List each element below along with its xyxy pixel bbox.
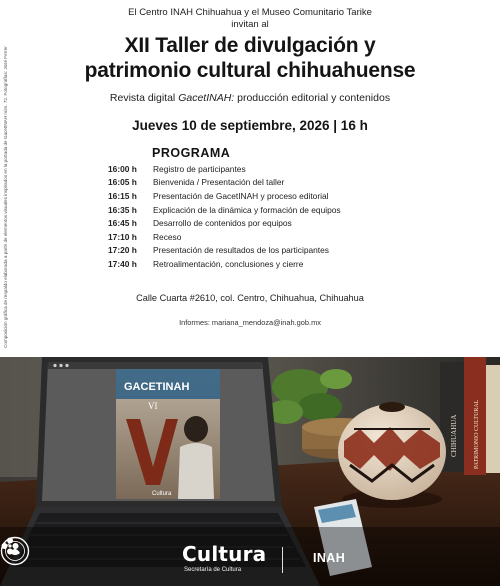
cultura-logo-text: Cultura	[182, 542, 267, 566]
side-credit-text: Composición gráfica de respaldo elaborada a partir de elementos visuales inspirados en la portada de GacetINAH núm. 72. Fotografías: José Ferrer	[3, 46, 8, 348]
schedule-row	[108, 162, 408, 176]
schedule-time: 16:35 h	[108, 204, 137, 215]
schedule-time: 16:05 h	[108, 177, 137, 188]
cultura-subtitle: Secretaría de Cultura	[184, 567, 242, 573]
books-stack	[440, 357, 500, 475]
subtitle-italic: GacetINAH:	[178, 92, 235, 104]
invitation-text	[0, 7, 500, 30]
schedule-row	[108, 203, 408, 217]
schedule-time: 17:10 h	[108, 231, 137, 242]
subtitle-prefix: Revista digital	[109, 92, 179, 104]
invite-line-1: El Centro INAH Chihuahua y el Museo Comunitario Tarike	[128, 7, 372, 18]
inah-logo-text: INAH	[313, 551, 346, 565]
contact-info: Informes: mariana_mendoza@inah.gob.mx	[179, 318, 321, 327]
schedule-activity: Presentación de GacetINAH y proceso editorial	[153, 190, 329, 201]
schedule-time: 17:40 h	[108, 258, 137, 269]
schedule-activity: Desarrollo de contenidos por equipos	[153, 218, 292, 229]
invite-line-2: invitan al	[231, 18, 269, 30]
event-address: Calle Cuarta #2610, col. Centro, Chihuahua, Chihuahua	[136, 293, 364, 303]
schedule-time: 17:20 h	[108, 245, 137, 256]
magazine-title: GACETINAH	[124, 381, 190, 393]
book-spine-1: CHIHUAHUA	[450, 414, 458, 457]
schedule-activity: Explicación de la dinámica y formación de equipos	[153, 204, 341, 215]
logo-divider	[282, 547, 283, 573]
schedule-time: 16:00 h	[108, 163, 137, 174]
title-line-2: patrimonio cultural chihuahuense	[84, 59, 416, 82]
schedule-time: 16:45 h	[108, 218, 137, 229]
book-spine-2: PATRIMONIO CULTURAL	[474, 399, 480, 469]
schedule-activity: Presentación de resultados de los participantes	[153, 245, 329, 256]
event-date: Jueves 10 de septiembre, 2026 | 16 h	[132, 118, 368, 133]
footer-logos	[0, 536, 500, 586]
magazine-issue: VI	[148, 401, 158, 411]
schedule-activity: Receso	[153, 231, 182, 242]
schedule-activity: Bienvenida / Presentación del taller	[153, 177, 285, 188]
schedule-row	[108, 189, 408, 203]
schedule-activity: Registro de participantes	[153, 163, 246, 174]
schedule-row	[108, 216, 408, 230]
subtitle-suffix: producción editorial y contenidos	[234, 92, 391, 104]
magazine-cover	[116, 369, 220, 499]
schedule-row	[108, 176, 408, 190]
program-schedule	[108, 162, 408, 271]
schedule-row	[108, 230, 408, 244]
inah-logo-icon	[0, 536, 20, 556]
schedule-time: 16:15 h	[108, 190, 137, 201]
cover-footer-brand: Cultura	[152, 491, 172, 497]
schedule-row	[108, 244, 408, 258]
event-title	[0, 33, 500, 83]
laptop-photo	[0, 357, 500, 586]
title-line-1: XII Taller de divulgación y	[124, 34, 376, 57]
event-subtitle	[0, 92, 500, 104]
portrait-figure	[184, 416, 208, 442]
program-heading: PROGRAMA	[152, 146, 231, 160]
schedule-activity: Retroalimentación, conclusiones y cierre	[153, 258, 304, 269]
schedule-row	[108, 257, 408, 271]
